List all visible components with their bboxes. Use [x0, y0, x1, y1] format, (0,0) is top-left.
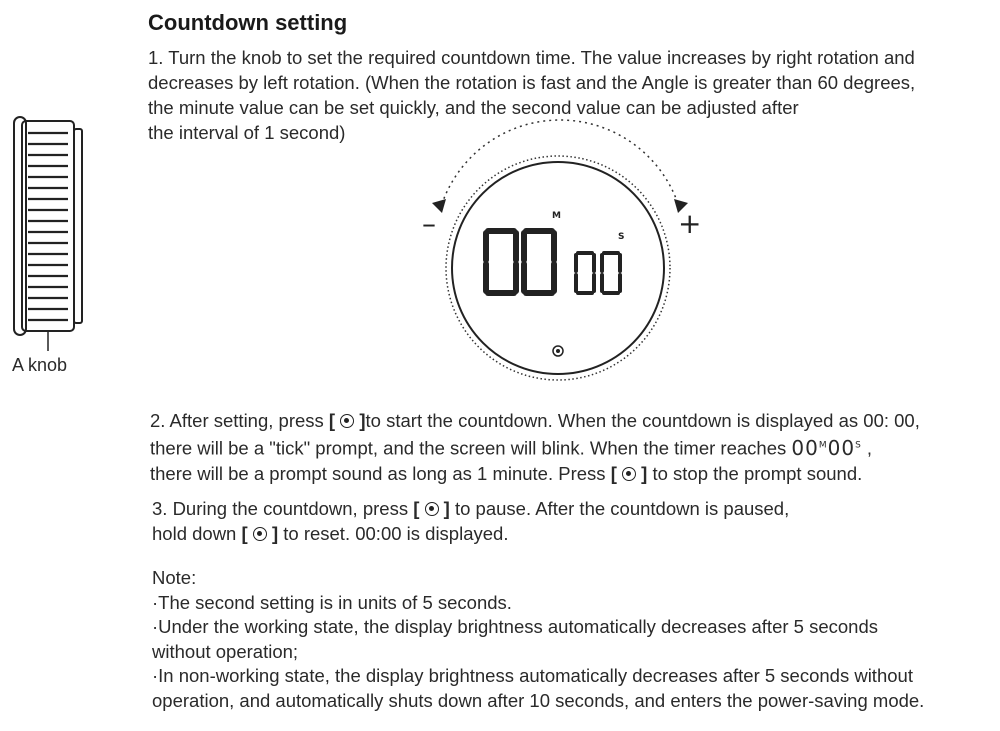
note-section: [152, 566, 924, 713]
press-button-icon: [253, 527, 267, 541]
knob-ridges: [28, 133, 68, 320]
note-line: ·The second setting is in units of 5 seconds.: [152, 591, 512, 613]
step-1-line: decreases by left rotation. (When the rotation is fast and the Angle is greater than 60 degrees,: [148, 72, 916, 93]
minute-marker: M: [552, 211, 561, 221]
knob-label: A knob: [12, 355, 68, 375]
press-button-icon: [340, 414, 354, 428]
note-line: ·In non-working state, the display brightness automatically decreases after 5 seconds without: [152, 665, 913, 686]
note-line: operation, and automatically shuts down after 10 seconds, and enters the power-saving mode.: [152, 689, 925, 711]
step-3-text: 3. During the countdown, press [ ] to pause. After the countdown is paused, hold down [ ] to reset. 00:00 is displayed.: [152, 498, 790, 544]
step-1-line: the minute value can be set quickly, and the second value can be adjusted after: [148, 97, 799, 118]
plus-sign: +: [678, 207, 702, 240]
press-button-icon: [622, 467, 636, 481]
timer-readout: $00^M00^S$: [791, 435, 862, 460]
knob-side-view-illustration: [8, 115, 88, 355]
seven-segment-display: [486, 231, 620, 293]
timer-front-illustration: [410, 115, 710, 390]
step-2-text: 2. After setting, press [ ]to start the countdown. When the countdown is displayed as 00: 00, there will be a "tick" prompt, and the screen will blink. When the timer reaches $00^M00^S$ , there will be a prompt sound as long as 1 minute. Press [ ] to stop the prompt sound.: [150, 410, 920, 484]
note-line: ·Under the working state, the display brightness automatically decreases after 5 seconds: [152, 616, 878, 637]
page-title: Countdown setting: [148, 10, 348, 35]
minus-sign: –: [422, 207, 436, 240]
note-line: without operation;: [152, 640, 299, 662]
press-button-icon: [425, 502, 439, 516]
step-1-line: the interval of 1 second): [148, 122, 346, 143]
second-marker: S: [618, 232, 625, 242]
step-1-line: 1. Turn the knob to set the required countdown time. The value increases by right rotation and: [148, 47, 915, 68]
note-heading: Note:: [152, 567, 197, 588]
